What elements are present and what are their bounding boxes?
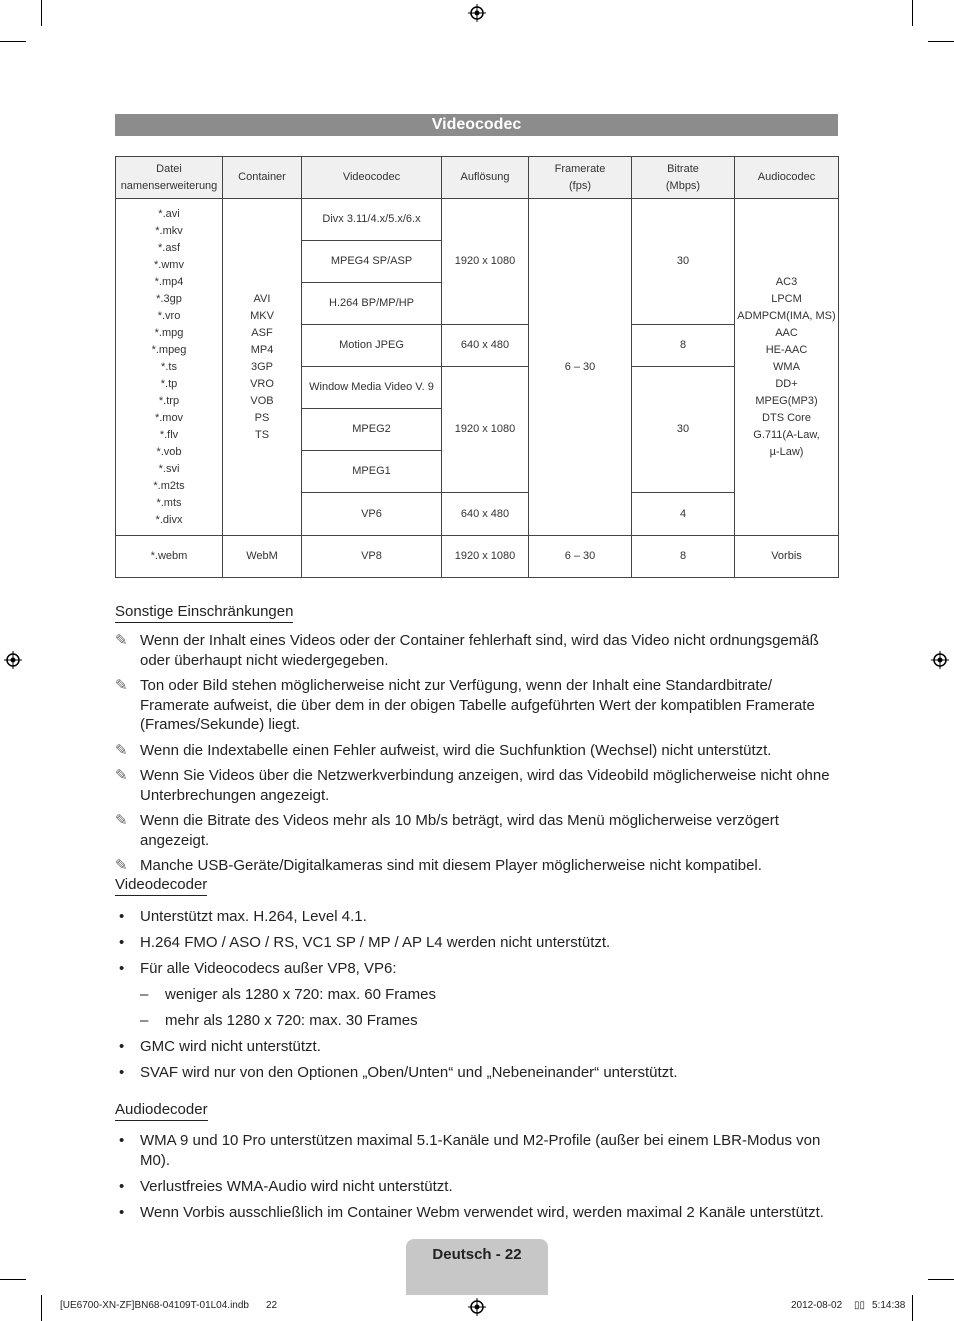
list-item: – mehr als 1280 x 720: max. 30 Frames — [140, 1012, 418, 1029]
pencil-icon: ✎ — [115, 767, 128, 784]
sonstige-notes — [115, 631, 845, 882]
registration-mark-icon — [931, 651, 949, 669]
list-item: ✎ Wenn der Inhalt eines Videos oder der Container fehlerhaft sind, wird das Video nicht ordnungsgemäß oder überhaupt nicht wiedergegeben. — [115, 632, 819, 669]
crop-mark — [928, 1279, 954, 1280]
audiodecoder-list — [115, 1131, 845, 1229]
list-item: • H.264 FMO / ASO / RS, VC1 SP / MP / AP L4 werden nicht unterstützt. — [119, 934, 611, 951]
codec-cell: Divx 3.11/4.x/5.x/6.x — [302, 199, 442, 241]
webm-extension-cell: *.webm — [116, 536, 223, 578]
page-number-tab: Deutsch - 22 — [406, 1239, 548, 1295]
list-item: • GMC wird nicht unterstützt. — [119, 1038, 321, 1055]
resolution-cell: 1920 x 1080 — [442, 367, 529, 493]
webm-framerate-cell: 6 – 30 — [529, 536, 632, 578]
list-item: • WMA 9 und 10 Pro unterstützen maximal 5.1-Kanäle und M2-Profile (außer bei einem LBR-Modus von M0). — [119, 1132, 821, 1169]
pencil-icon: ✎ — [115, 632, 128, 649]
list-item: ✎ Wenn Sie Videos über die Netzwerkverbindung anzeigen, wird das Videobild möglicherweise nicht ohne Unterbrechungen angezeigt. — [115, 767, 830, 804]
codec-cell: H.264 BP/MP/HP — [302, 283, 442, 325]
framerate-cell: 6 – 30 — [529, 199, 632, 536]
pencil-icon: ✎ — [115, 677, 128, 694]
resolution-cell: 640 x 480 — [442, 493, 529, 536]
crop-mark — [41, 1295, 42, 1321]
codec-cell: VP6 — [302, 493, 442, 536]
audiodecoder-heading: Audiodecoder — [115, 1101, 208, 1121]
pencil-icon: ✎ — [115, 812, 128, 829]
footer-page: 22 — [266, 1300, 278, 1311]
bitrate-cell: 4 — [632, 493, 735, 536]
header-framerate: Framerate (fps) — [529, 157, 632, 199]
list-item: – weniger als 1280 x 720: max. 60 Frames — [140, 986, 436, 1003]
list-item: • Wenn Vorbis ausschließlich im Container Webm verwendet wird, werden maximal 2 Kanäle unterstützt. — [119, 1203, 824, 1221]
bitrate-cell: 30 — [632, 367, 735, 493]
registration-mark-icon — [4, 651, 22, 669]
crop-mark — [0, 41, 26, 42]
webm-resolution-cell: 1920 x 1080 — [442, 536, 529, 578]
audiocodecs-cell: AC3 LPCM ADMPCM(IMA, MS) AAC HE-AAC WMA DD+ MPEG(MP3) DTS Core G.711(A-Law, µ-Law) — [735, 199, 839, 536]
header-resolution: Auflösung — [442, 157, 529, 199]
bitrate-cell: 30 — [632, 199, 735, 325]
registration-mark-icon — [468, 4, 486, 22]
crop-mark — [0, 1279, 26, 1280]
codec-cell: MPEG2 — [302, 409, 442, 451]
footer-file: [UE6700-XN-ZF]BN68-04109T-01L04.indb — [60, 1300, 249, 1311]
header-bitrate: Bitrate (Mbps) — [632, 157, 735, 199]
list-item: • Verlustfreies WMA-Audio wird nicht unterstützt. — [119, 1177, 453, 1195]
list-item: ✎ Ton oder Bild stehen möglicherweise nicht zur Verfügung, wenn der Inhalt eine Standardbitrate/ Framerate aufweist, die über dem in der obigen Tabelle aufgeführten Wert der kompatiblen Framerate (Frames/Sekunde) liegt. — [115, 677, 815, 733]
list-item: • SVAF wird nur von den Optionen „Oben/Unten“ und „Nebeneinander“ unterstützt. — [119, 1064, 678, 1081]
footer-time: 5:14:38 — [872, 1300, 906, 1311]
codec-cell: MPEG1 — [302, 451, 442, 493]
webm-codec-cell: VP8 — [302, 536, 442, 578]
footer-time-prefix: ▯▯ — [854, 1300, 866, 1311]
table-header-row — [116, 157, 839, 199]
webm-audiocodec-cell: Vorbis — [735, 536, 839, 578]
header-container: Container — [223, 157, 302, 199]
list-item: • Für alle Videocodecs außer VP8, VP6: — [119, 960, 397, 977]
videodecoder-heading: Videodecoder — [115, 876, 207, 896]
videodecoder-list — [115, 907, 845, 1089]
crop-mark — [912, 0, 913, 26]
section-title: Videocodec — [115, 114, 838, 136]
codec-cell: Motion JPEG — [302, 325, 442, 367]
header-audiocodec: Audiocodec — [735, 157, 839, 199]
header-videocodec: Videocodec — [302, 157, 442, 199]
table-row — [116, 199, 839, 241]
registration-mark-icon — [468, 1298, 486, 1316]
list-item: • Unterstützt max. H.264, Level 4.1. — [119, 908, 367, 925]
list-item: ✎ Wenn die Bitrate des Videos mehr als 10 Mb/s beträgt, wird das Menü möglicherweise verzögert angezeigt. — [115, 812, 779, 849]
codec-cell: MPEG4 SP/ASP — [302, 241, 442, 283]
pencil-icon: ✎ — [115, 741, 128, 759]
sonstige-heading: Sonstige Einschränkungen — [115, 603, 293, 623]
extensions-cell: *.avi *.mkv *.asf *.wmv *.mp4 *.3gp *.vro *.mpg *.mpeg *.ts *.tp *.trp *.mov *.flv *.vob *.svi *.m2ts *.mts *.divx — [116, 199, 223, 536]
crop-mark — [912, 1295, 913, 1321]
webm-bitrate-cell: 8 — [632, 536, 735, 578]
webm-container-cell: WebM — [223, 536, 302, 578]
codec-table — [115, 156, 839, 578]
crop-mark — [928, 41, 954, 42]
resolution-cell: 640 x 480 — [442, 325, 529, 367]
footer-date: 2012-08-02 — [791, 1300, 843, 1311]
containers-cell: AVI MKV ASF MP4 3GP VRO VOB PS TS — [223, 199, 302, 536]
list-item: ✎ Manche USB-Geräte/Digitalkameras sind mit diesem Player möglicherweise nicht kompatibel. — [115, 857, 762, 874]
codec-cell: Window Media Video V. 9 — [302, 367, 442, 409]
pencil-icon: ✎ — [115, 857, 128, 874]
list-item: ✎ Wenn die Indextabelle einen Fehler aufweist, wird die Suchfunktion (Wechsel) nicht unterstützt. — [115, 741, 772, 759]
table-row-webm — [116, 536, 839, 578]
bitrate-cell: 8 — [632, 325, 735, 367]
resolution-cell: 1920 x 1080 — [442, 199, 529, 325]
header-extension: Datei namenserweiterung — [116, 157, 223, 199]
crop-mark — [41, 0, 42, 26]
